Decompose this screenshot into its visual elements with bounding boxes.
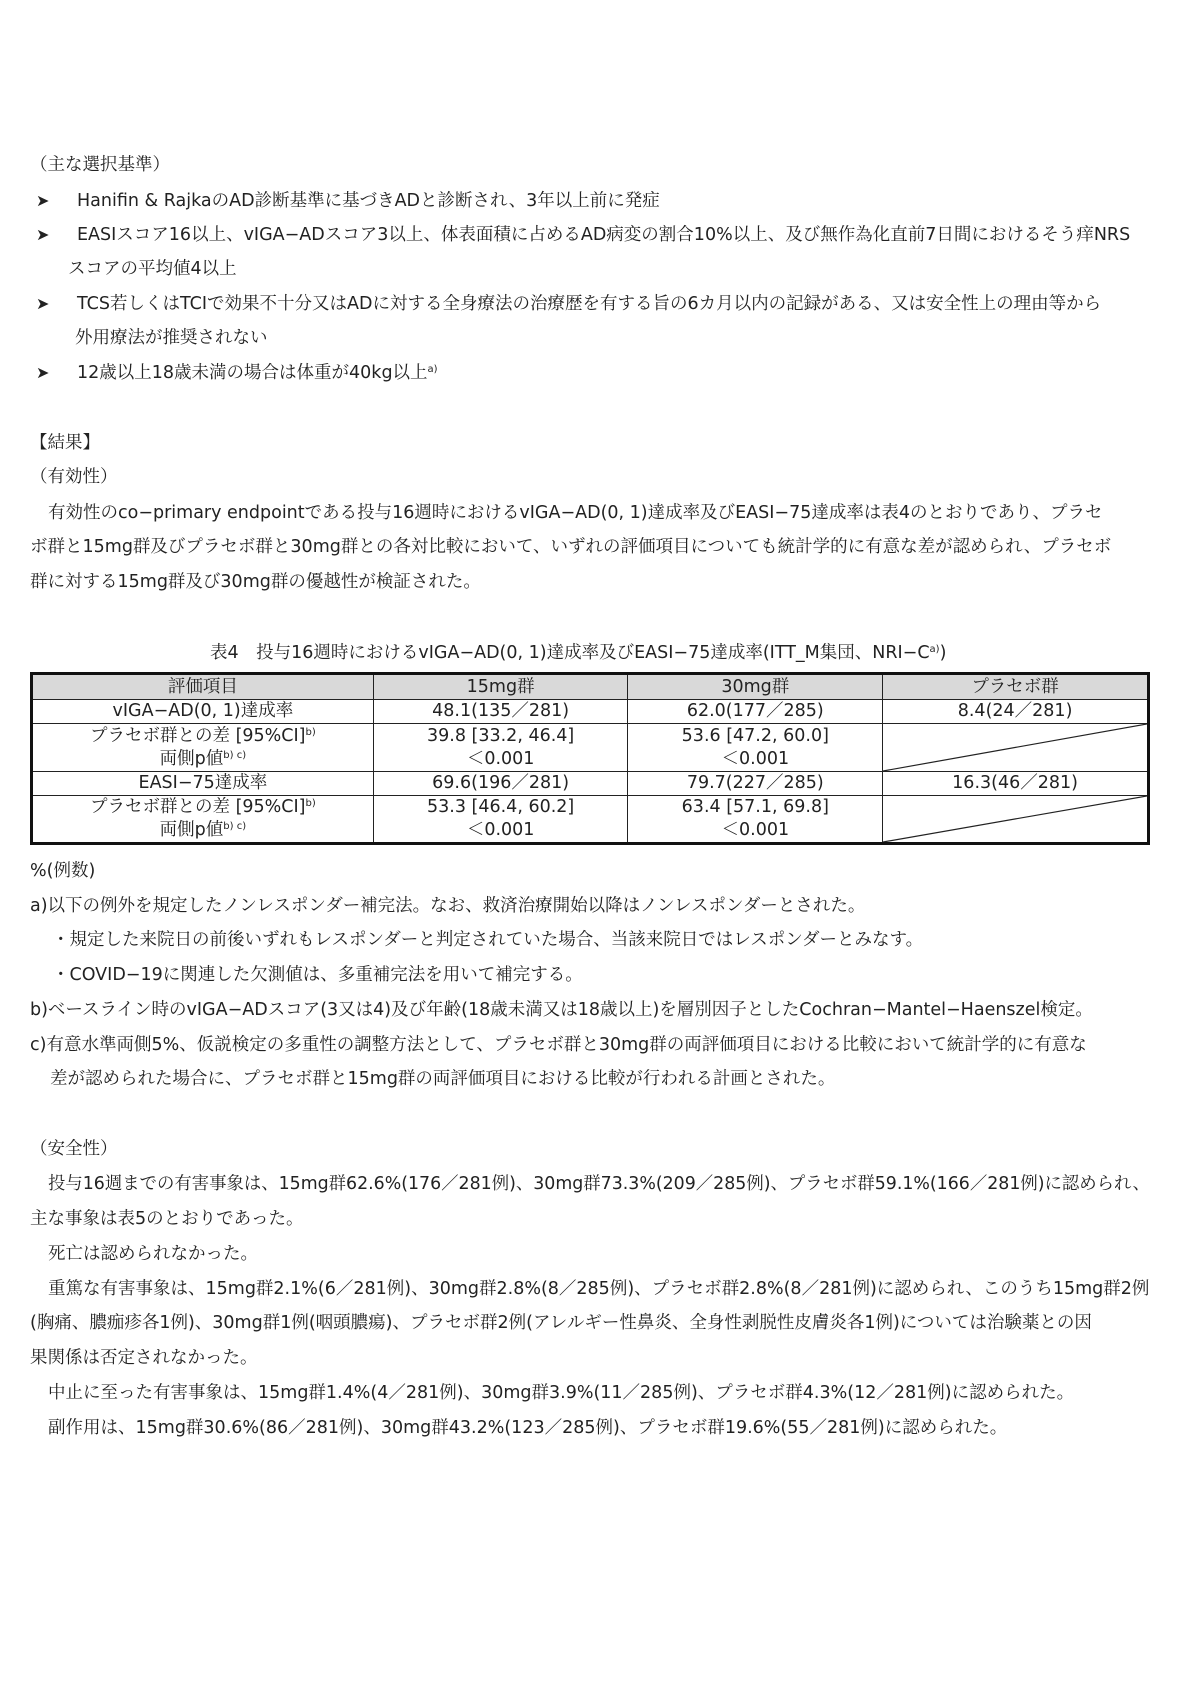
col-header-placebo: プラセボ群 — [883, 674, 1149, 700]
footnote-c: c)有意水準両側5%、仮説検定の多重性の調整方法として、プラセボ群と30mg群の両評価項目における比較において統計学的に有意な — [30, 1035, 1087, 1055]
efficacy-paragraph-line: ボ群と15mg群及びプラセボ群と30mg群との各対比較において、いずれの評価項目についても統計学的に有意な差が認められ、プラセボ — [30, 537, 1112, 557]
cell-placebo: 8.4(24／281) — [883, 700, 1149, 724]
cell-15mg: 48.1(135／281) — [373, 700, 628, 724]
table-row — [32, 796, 1149, 844]
col-header-15mg: 15mg群 — [373, 674, 628, 700]
criteria-item-3-line-1: TCS若しくはTCIで効果不十分又はADに対する全身療法の治療歴を有する旨の6カ月以内の記録がある、又は安全性上の理由等から — [77, 294, 1102, 314]
cell-30mg: 79.7(227／285) — [628, 772, 883, 796]
cell-placebo-diagonal — [883, 724, 1149, 772]
cell-placebo-diagonal — [883, 796, 1149, 844]
row-label: プラセボ群との差 $[95\%CI]^{b)}$ 両側p値$^{b) c)}$ — [32, 796, 374, 844]
bullet-icon: ➤ — [36, 225, 50, 244]
results-table — [30, 672, 1150, 845]
cell-30mg: 53.6 [47.2, 60.0] ＜0.001 — [628, 724, 883, 772]
table-caption: 表4 投与16週時におけるvIGA−AD(0, 1)達成率及びEASI−75達成率(ITT_M集団、$NRI-C^{a)}$) — [210, 643, 947, 663]
safety-paragraph-line: 死亡は認められなかった。 — [48, 1244, 258, 1264]
safety-paragraph-line: 副作用は、15mg群30.6%(86／281例)、30mg群43.2%(123／285例)、プラセボ群19.6%(55／281例)に認められた。 — [48, 1418, 1008, 1438]
safety-paragraph-line: 重篤な有害事象は、15mg群2.1%(6／281例)、30mg群2.8%(8／285例)、プラセボ群2.8%(8／281例)に認められ、このうち15mg群2例 — [48, 1279, 1150, 1299]
table-row — [32, 700, 1149, 724]
safety-paragraph-line: 果関係は否定されなかった。 — [30, 1348, 258, 1368]
safety-paragraph-line: 投与16週までの有害事象は、15mg群62.6%(176／281例)、30mg群73.3%(209／285例)、プラセボ群59.1%(166／281例)に認められ、 — [48, 1174, 1150, 1194]
bullet-icon: ➤ — [36, 363, 50, 382]
row-label: vIGA−AD(0, 1)達成率 — [32, 700, 374, 724]
footnote-a: a)以下の例外を規定したノンレスポンダー補完法。なお、救済治療開始以降はノンレスポンダーとされた。 — [30, 896, 866, 916]
safety-paragraph-line: 中止に至った有害事象は、15mg群1.4%(4／281例)、30mg群3.9%(11／285例)、プラセボ群4.3%(12／281例)に認められた。 — [48, 1383, 1075, 1403]
safety-heading: （安全性） — [30, 1139, 118, 1159]
cell-placebo: 16.3(46／281) — [883, 772, 1149, 796]
criteria-item-2-line-1: EASIスコア16以上、vIGA−ADスコア3以上、体表面積に占めるAD病変の割合10%以上、及び無作為化直前7日間におけるそう痒NRS — [77, 225, 1131, 245]
col-header-30mg: 30mg群 — [628, 674, 883, 700]
efficacy-paragraph-line: 群に対する15mg群及び30mg群の優越性が検証された。 — [30, 572, 481, 592]
cell-15mg: 39.8 [33.2, 46.4] ＜0.001 — [373, 724, 628, 772]
bullet-icon: ➤ — [36, 191, 50, 210]
table-unit-note: %(例数) — [30, 861, 96, 881]
table-row — [32, 724, 1149, 772]
bullet-icon: ➤ — [36, 294, 50, 313]
results-heading: 【結果】 — [30, 433, 100, 453]
row-label: プラセボ群との差 $[95\%CI]^{b)}$ 両側p値$^{b) c)}$ — [32, 724, 374, 772]
cell-30mg: 62.0(177／285) — [628, 700, 883, 724]
criteria-item-3-line-2: 外用療法が推奨されない — [75, 328, 268, 348]
criteria-item-1: Hanifin & RajkaのAD診断基準に基づきADと診断され、3年以上前に発症 — [77, 191, 660, 211]
footnote-a-sub: ・COVID−19に関連した欠測値は、多重補完法を用いて補完する。 — [52, 965, 583, 985]
safety-paragraph-line: 主な事象は表5のとおりであった。 — [30, 1209, 304, 1229]
efficacy-heading: （有効性） — [30, 467, 118, 487]
footnote-b: b)ベースライン時のvIGA−ADスコア(3又は4)及び年齢(18歳未満又は18歳以上)を層別因子としたCochran−Mantel−Haenszel検定。 — [30, 1000, 1093, 1020]
cell-15mg: 53.3 [46.4, 60.2] ＜0.001 — [373, 796, 628, 844]
criteria-item-4: 12歳以上18歳未満の場合は体重が40kg以上$^{a)}$ — [77, 363, 438, 383]
safety-paragraph-line: (胸痛、膿痂疹各1例)、30mg群1例(咽頭膿瘍)、プラセボ群2例(アレルギー性鼻炎、全身性剥脱性皮膚炎各1例)については治験薬との因 — [30, 1313, 1092, 1333]
criteria-item-2-line-2: スコアの平均値4以上 — [68, 259, 237, 279]
footnote-c-cont: 差が認められた場合に、プラセボ群と15mg群の両評価項目における比較が行われる計画とされた。 — [50, 1069, 836, 1089]
row-label: EASI−75達成率 — [32, 772, 374, 796]
footnote-a-sub: ・規定した来院日の前後いずれもレスポンダーと判定されていた場合、当該来院日ではレスポンダーとみなす。 — [52, 930, 924, 950]
table-header-row — [32, 674, 1149, 700]
efficacy-paragraph-line: 有効性のco−primary endpointである投与16週時におけるvIGA−AD(0, 1)達成率及びEASI−75達成率は表4のとおりであり、プラセ — [48, 503, 1103, 523]
table-row — [32, 772, 1149, 796]
col-header-item: 評価項目 — [32, 674, 374, 700]
cell-30mg: 63.4 [57.1, 69.8] ＜0.001 — [628, 796, 883, 844]
criteria-heading: （主な選択基準） — [30, 155, 170, 175]
cell-15mg: 69.6(196／281) — [373, 772, 628, 796]
